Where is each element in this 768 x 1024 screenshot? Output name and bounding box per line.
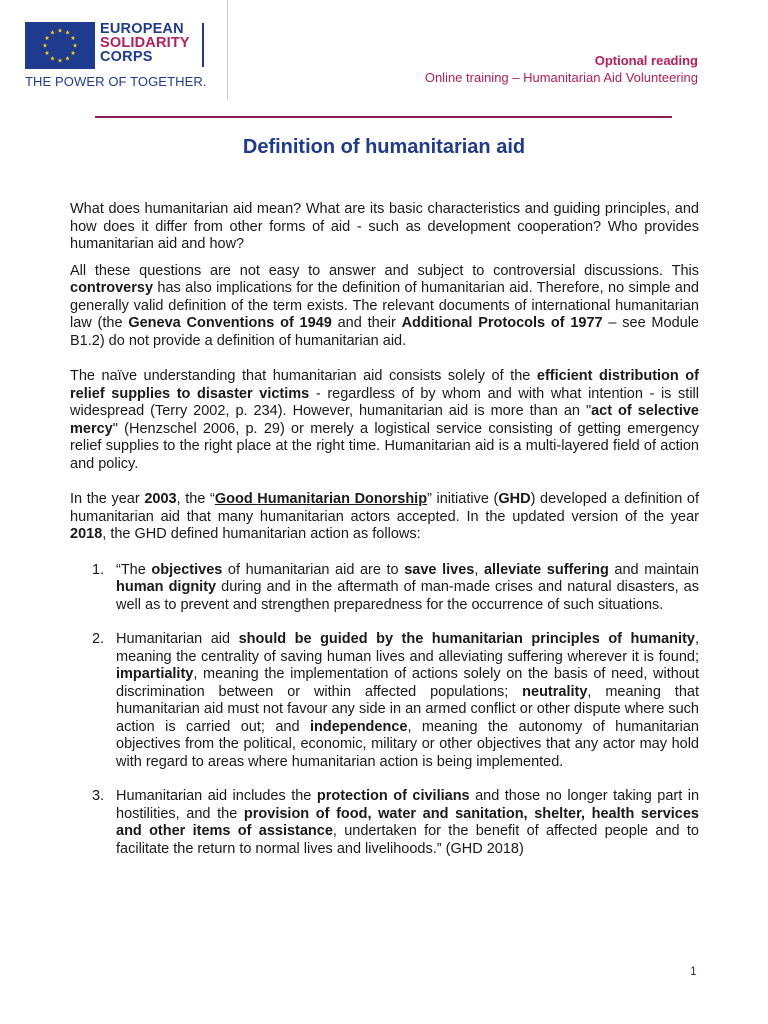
eu-flag-icon (25, 22, 95, 69)
star-icon (65, 30, 70, 34)
list-number: 2. (92, 631, 105, 647)
text-run: and their (331, 315, 402, 331)
emphasis-text: controversy (70, 280, 154, 296)
emphasis-text: neutrality (522, 683, 588, 700)
text-run: and maintain (608, 561, 699, 578)
underlined-text: Good Humanitarian Donorship (214, 491, 428, 507)
emphasis-text: Geneva Conventions of 1949 (128, 315, 332, 331)
star-icon (45, 36, 50, 40)
emphasis-text: 2018 (70, 526, 103, 542)
page-title: Definition of humanitarian aid (242, 136, 526, 158)
text-run: The naïve understanding that humanitarian aid consists solely of the (70, 368, 537, 384)
emphasis-text: save lives (404, 561, 475, 578)
text-run: Humanitarian aid includes the (116, 788, 317, 804)
text-run: , meaning the centrality of saving human lives and alleviating suffering wherever it is found; (116, 631, 699, 665)
list-number: 3. (92, 788, 105, 804)
text-run: , undertaken for the benefit of affected people and to facilitate the return to normal lives and livelihoods.” (GHD 2018) (116, 823, 699, 857)
emphasis-text: independence (309, 718, 408, 735)
course-label: Online training – Humanitarian Aid Volunteering (424, 70, 698, 85)
emphasis-text: protection of civilians (316, 788, 470, 804)
list-item (70, 631, 699, 771)
emphasis-text: objectives (151, 561, 223, 578)
text-run: , meaning that humanitarian aid must not favour any side in an armed conflict or other dispute where such action is carried out; and (116, 683, 699, 735)
emphasis-text (215, 491, 427, 507)
emphasis-text: human dignity (116, 579, 217, 595)
header-vertical-divider (227, 0, 228, 100)
list-item (70, 562, 699, 615)
brand-divider (202, 23, 204, 67)
header-meta (425, 52, 698, 86)
brand-tagline: THE POWER OF TOGETHER. (25, 74, 207, 89)
emphasis-text: alleviate suffering (483, 561, 609, 578)
brand-line-1: EUROPEAN (100, 21, 184, 37)
definition-list (70, 562, 699, 859)
paragraph-controversy (70, 263, 699, 351)
paragraph-naive-understanding (70, 368, 699, 473)
document-body (70, 201, 699, 875)
text-run: Humanitarian aid (116, 631, 239, 647)
text-run: ) developed a definition of humanitarian aid that many humanitarian actors accepted. In the updated version of the year (70, 491, 699, 525)
text-run: " (Henzschel 2006, p. 29) or merely a logistical service consisting of getting emergency relief supplies to the right place at the right time. Humanitarian aid is a multi-layered field of action and policy. (70, 420, 699, 472)
star-icon (65, 56, 70, 60)
emphasis-text: Additional Protocols of 1977 (401, 315, 603, 331)
brand-line-3: CORPS (100, 49, 153, 65)
text-run: – see Module B1.2) do not provide a definition of humanitarian aid. (70, 315, 699, 349)
brand-name (100, 22, 210, 64)
list-item (70, 788, 699, 858)
star-icon (50, 56, 55, 60)
brand-line-2: SOLIDARITY (100, 35, 190, 51)
text-run: , the “ (176, 491, 215, 507)
emphasis-text: GHD (498, 491, 531, 507)
emphasis-text: provision of food, water and sanitation, shelter, health services and other items of assistance (116, 805, 699, 839)
text-run: , the GHD defined humanitarian action as follows: (102, 526, 421, 542)
text-run: of humanitarian aid are to (222, 561, 405, 578)
star-icon (58, 58, 63, 62)
optional-reading-label: Optional reading (594, 53, 698, 68)
emphasis-text: efficient distribution of relief supplies to disaster victims (70, 368, 699, 402)
text-run: during and in the aftermath of man-made crises and natural disasters, as well as to prevent and strengthen preparedness for the occurrence of such situations. (116, 579, 699, 613)
star-icon (43, 43, 48, 47)
emphasis-text: 2003 (144, 491, 177, 507)
list-number: 1. (92, 561, 105, 578)
star-icon (73, 43, 78, 47)
paragraph-ghd (70, 491, 699, 544)
text-run: , meaning the autonomy of humanitarian objectives from the political, economic, military or other objectives that any actor may hold with regard to areas where humanitarian action is being implemented. (116, 718, 699, 770)
star-icon (71, 36, 76, 40)
text-run: “The (116, 561, 152, 578)
paragraph-intro: What does humanitarian aid mean? What are its basic characteristics and guiding principles, and how does it differ from other forms of aid - such as development cooperation? Who provides humanitarian aid and how? (70, 201, 699, 252)
emphasis-text: impartiality (116, 666, 194, 682)
text-run: All these questions are not easy to answer and subject to controversial discussions. This (70, 262, 699, 279)
text-run: has also implications for the definition of humanitarian aid. Therefore, no simple and generally valid definition of the term exists. The relevant documents of international humanitarian law (the (70, 280, 699, 331)
title-rule (95, 116, 672, 118)
star-icon (50, 30, 55, 34)
page-header (0, 0, 768, 105)
emphasis-text: should be guided by the humanitarian principles of humanity (238, 631, 695, 647)
text-run: In the year (70, 491, 145, 507)
star-icon (58, 28, 63, 32)
star-icon (45, 51, 50, 55)
text-run: , (474, 561, 484, 578)
star-icon (71, 51, 76, 55)
text-run: and those no longer taking part in hostilities, and the (116, 788, 700, 822)
text-run: - regardless of by whom and with what intention - is still widespread (Terry 2002, p. 234). However, humanitarian aid is more than an " (70, 385, 699, 419)
emphasis-text: act of selective mercy (70, 403, 699, 437)
page-number: 1 (690, 964, 697, 978)
text-run: , meaning the implementation of actions solely on the basis of need, without discrimination between or within affected populations; (116, 666, 699, 700)
text-run: ” initiative ( (427, 491, 499, 507)
